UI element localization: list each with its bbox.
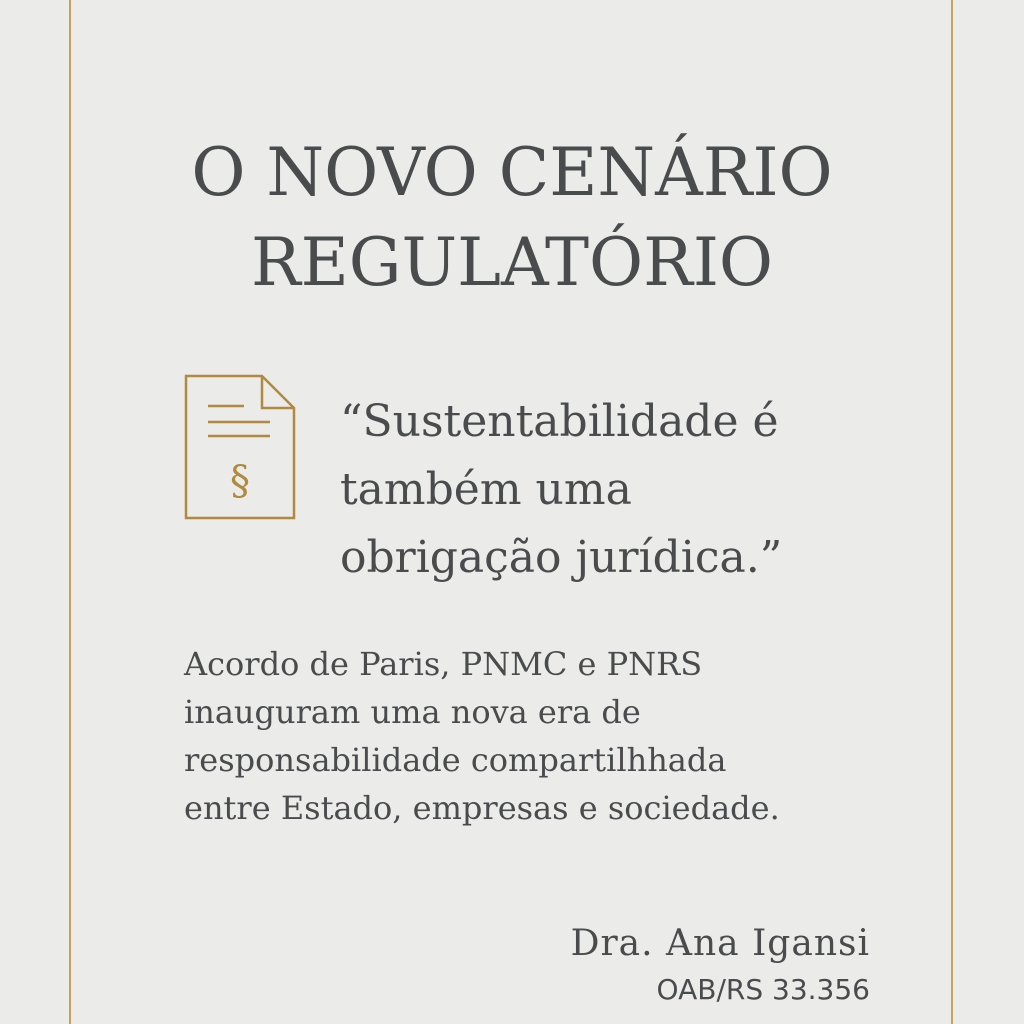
pull-quote — [340, 388, 940, 592]
body-line-2: inauguram uma nova era de — [184, 693, 641, 731]
author-registration: OAB/RS 33.356 — [656, 973, 870, 1006]
quote-line-1: “Sustentabilidade é — [340, 396, 779, 447]
body-line-1: Acordo de Paris, PNMC e PNRS — [184, 645, 703, 683]
body-paragraph — [184, 640, 904, 832]
title-line-1: O NOVO CENÁRIO — [191, 134, 833, 211]
title-line-2: REGULATÓRIO — [250, 224, 774, 301]
section-sign-icon: § — [230, 458, 250, 504]
quote-line-2: também uma — [340, 464, 632, 515]
author-name: Dra. Ana Igansi — [570, 923, 870, 964]
page-title — [0, 128, 1024, 308]
body-line-4: entre Estado, empresas e sociedade. — [184, 789, 780, 827]
legal-document-icon — [184, 374, 296, 520]
quote-line-3: obrigação jurídica.” — [340, 532, 783, 583]
body-line-3: responsabilidade compartilhhada — [184, 741, 727, 779]
